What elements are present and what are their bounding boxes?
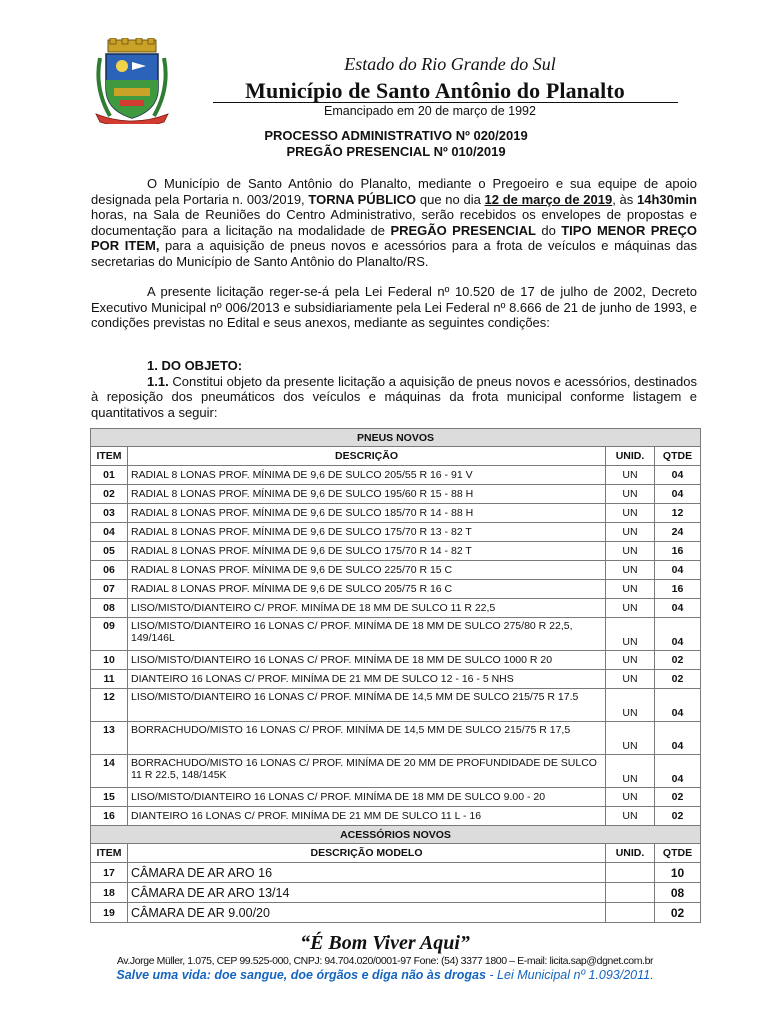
col-item-header: ITEM — [91, 447, 128, 466]
slogan-text: Salve uma vida: doe sangue, doe órgãos e diga não às drogas — [116, 968, 486, 982]
table-row — [91, 504, 701, 523]
item-unit: UN — [606, 755, 655, 788]
item-number: 19 — [91, 903, 128, 923]
item-description: BORRACHUDO/MISTO 16 LONAS C/ PROF. MINÍMA DE 20 MM DE PROFUNDIDADE DE SULCO 11 R 22.5, 148/145K — [128, 755, 606, 788]
item-description: CÂMARA DE AR 9.00/20 — [128, 903, 606, 923]
item-quantity: 02 — [655, 807, 701, 826]
item-description: CÂMARA DE AR ARO 13/14 — [128, 883, 606, 903]
intro-text-5: do — [535, 222, 562, 238]
item-unit: UN — [606, 689, 655, 722]
item-number: 16 — [91, 807, 128, 826]
item-description: RADIAL 8 LONAS PROF. MÍNIMA DE 9,6 DE SULCO 205/75 R 16 C — [128, 580, 606, 599]
intro-text-4: horas, na Sala de Reuniões do Centro Administrativo, serão recebidos os envelopes de propostas e documentação para a licitação na modalidade de — [91, 207, 697, 238]
item-number: 14 — [91, 755, 128, 788]
item-quantity: 24 — [655, 523, 701, 542]
item-quantity: 16 — [655, 542, 701, 561]
item-quantity: 02 — [655, 788, 701, 807]
item-unit: UN — [606, 788, 655, 807]
table-row — [91, 466, 701, 485]
item-description: LISO/MISTO/DIANTEIRO 16 LONAS C/ PROF. MINÍMA DE 18 MM DE SULCO 9.00 - 20 — [128, 788, 606, 807]
item-unit: UN — [606, 504, 655, 523]
table-row — [91, 788, 701, 807]
header-divider — [213, 102, 678, 103]
item-quantity: 08 — [655, 883, 701, 903]
item-unit: UN — [606, 523, 655, 542]
item-unit: UN — [606, 580, 655, 599]
intro-modality: PREGÃO PRESENCIAL — [390, 222, 536, 238]
item-unit: UN — [606, 599, 655, 618]
item-unit: UN — [606, 485, 655, 504]
table-row — [91, 561, 701, 580]
table-header-row-accessories — [91, 844, 701, 863]
footer-address: Av.Jorge Müller, 1.075, CEP 99.525-000, CNPJ: 94.704.020/0001-97 Fone: (54) 3377 1800 – E-mail: licita.sap@dgnet.com.br — [116, 955, 654, 967]
item-number: 10 — [91, 651, 128, 670]
col-qty-header: QTDE — [655, 447, 701, 466]
intro-text-2: que no dia — [416, 191, 485, 207]
table-row — [91, 689, 701, 722]
table-row — [91, 670, 701, 689]
item-quantity: 04 — [655, 561, 701, 580]
section-item-number: 1.1. — [147, 373, 169, 389]
item-quantity: 02 — [655, 903, 701, 923]
intro-date: 12 de março de 2019 — [484, 191, 613, 207]
item-unit — [606, 883, 655, 903]
section-item-text: Constitui objeto da presente licitação a aquisição de pneus novos e acessórios, destinados à reposição dos pneumáticos dos veículos e máquinas da frota municipal conforme listagem e quantitativos a seguir: — [91, 373, 697, 420]
intro-text-1: O Município de Santo Antônio do Planalto, mediante o Pregoeiro e sua equipe de apoio designada pela Portaria n. 003/2019, — [91, 176, 697, 207]
item-quantity: 02 — [655, 670, 701, 689]
intro-bold-public: TORNA PÚBLICO — [308, 191, 417, 207]
item-unit: UN — [606, 651, 655, 670]
col-unit-header: UNID. — [606, 447, 655, 466]
item-quantity: 10 — [655, 863, 701, 883]
table-row — [91, 599, 701, 618]
item-quantity: 04 — [655, 755, 701, 788]
col-item-header: ITEM — [91, 844, 128, 863]
table-row — [91, 523, 701, 542]
col-unit-header: UNID. — [606, 844, 655, 863]
slogan-law: - Lei Municipal nº 1.093/2011. — [485, 968, 654, 982]
items-table — [90, 428, 701, 923]
item-unit: UN — [606, 722, 655, 755]
item-quantity: 04 — [655, 485, 701, 504]
item-description: BORRACHUDO/MISTO 16 LONAS C/ PROF. MINÍMA DE 14,5 MM DE SULCO 215/75 R 17,5 — [128, 722, 606, 755]
table-row — [91, 863, 701, 883]
item-description: LISO/MISTO/DIANTEIRO 16 LONAS C/ PROF. MINÍMA DE 14,5 MM DE SULCO 215/75 R 17.5 — [128, 689, 606, 722]
item-number: 07 — [91, 580, 128, 599]
municipality-name: Município de Santo Antônio do Planalto — [245, 78, 625, 103]
col-qty-header: QTDE — [655, 844, 701, 863]
item-number: 03 — [91, 504, 128, 523]
item-description: LISO/MISTO/DIANTEIRO 16 LONAS C/ PROF. MINÍMA DE 18 MM DE SULCO 1000 R 20 — [128, 651, 606, 670]
item-description: RADIAL 8 LONAS PROF. MÍNIMA DE 9,6 DE SULCO 185/70 R 14 - 88 H — [128, 504, 606, 523]
item-quantity: 02 — [655, 651, 701, 670]
table-row — [91, 755, 701, 788]
item-quantity: 12 — [655, 504, 701, 523]
item-number: 01 — [91, 466, 128, 485]
item-number: 11 — [91, 670, 128, 689]
state-name: Estado do Rio Grande do Sul — [344, 54, 556, 74]
item-description: RADIAL 8 LONAS PROF. MÍNIMA DE 9,6 DE SULCO 225/70 R 15 C — [128, 561, 606, 580]
section-title: 1. DO OBJETO: — [147, 358, 243, 373]
table-header-row — [91, 447, 701, 466]
item-number: 04 — [91, 523, 128, 542]
city-motto: “É Bom Viver Aqui” — [300, 932, 470, 954]
item-quantity: 04 — [655, 722, 701, 755]
item-description: DIANTEIRO 16 LONAS C/ PROF. MINÍMA DE 21 MM DE SULCO 11 L - 16 — [128, 807, 606, 826]
intro-time: 14h30min — [637, 191, 697, 207]
table-row — [91, 722, 701, 755]
item-quantity: 04 — [655, 599, 701, 618]
item-unit: UN — [606, 807, 655, 826]
item-unit: UN — [606, 670, 655, 689]
table-row — [91, 542, 701, 561]
intro-paragraph — [91, 176, 697, 269]
item-number: 18 — [91, 883, 128, 903]
item-quantity: 16 — [655, 580, 701, 599]
item-description: LISO/MISTO/DIANTEIRO C/ PROF. MINÍMA DE 18 MM DE SULCO 11 R 22,5 — [128, 599, 606, 618]
item-number: 09 — [91, 618, 128, 651]
object-section — [91, 358, 697, 420]
intro-type: TIPO MENOR PREÇO POR ITEM, — [91, 222, 697, 253]
item-unit: UN — [606, 466, 655, 485]
group-header-accessories: ACESSÓRIOS NOVOS — [91, 826, 701, 844]
intro-text-6: para a aquisição de pneus novos e acessórios para a frota de veículos e máquinas das secretarias do Município de Santo Antônio do Planalto/RS. — [91, 238, 697, 269]
item-number: 02 — [91, 485, 128, 504]
intro-text-3: , às — [612, 191, 637, 207]
table-row — [91, 485, 701, 504]
table-row — [91, 807, 701, 826]
item-quantity: 04 — [655, 466, 701, 485]
table-row — [91, 903, 701, 923]
footer-slogan — [40, 968, 730, 982]
table-row — [91, 580, 701, 599]
group-header-tires: PNEUS NOVOS — [91, 429, 701, 447]
item-unit: UN — [606, 542, 655, 561]
col-desc-header: DESCRIÇÃO MODELO — [128, 844, 606, 863]
item-description: RADIAL 8 LONAS PROF. MÍNIMA DE 9,6 DE SULCO 175/70 R 14 - 82 T — [128, 542, 606, 561]
table-row — [91, 618, 701, 651]
item-unit: UN — [606, 561, 655, 580]
emancipation-date: Emancipado em 20 de março de 1992 — [324, 104, 536, 118]
section-item-1-1 — [91, 374, 697, 421]
item-unit — [606, 863, 655, 883]
item-description: RADIAL 8 LONAS PROF. MÍNIMA DE 9,6 DE SULCO 195/60 R 15 - 88 H — [128, 485, 606, 504]
col-desc-header: DESCRIÇÃO — [128, 447, 606, 466]
municipal-coat-of-arms-icon — [92, 38, 172, 124]
auction-number: PREGÃO PRESENCIAL Nº 010/2019 — [286, 144, 506, 159]
item-number: 05 — [91, 542, 128, 561]
item-unit: UN — [606, 618, 655, 651]
item-number: 06 — [91, 561, 128, 580]
item-number: 15 — [91, 788, 128, 807]
item-description: RADIAL 8 LONAS PROF. MÍNIMA DE 9,6 DE SULCO 175/70 R 13 - 82 T — [128, 523, 606, 542]
table-row — [91, 883, 701, 903]
item-quantity: 04 — [655, 618, 701, 651]
item-number: 17 — [91, 863, 128, 883]
item-description: CÂMARA DE AR ARO 16 — [128, 863, 606, 883]
item-number: 08 — [91, 599, 128, 618]
item-description: LISO/MISTO/DIANTEIRO 16 LONAS C/ PROF. MINÍMA DE 18 MM DE SULCO 275/80 R 22,5, 149/146L — [128, 618, 606, 651]
item-number: 13 — [91, 722, 128, 755]
table-row — [91, 651, 701, 670]
process-heading — [90, 128, 702, 160]
process-number: PROCESSO ADMINISTRATIVO Nº 020/2019 — [264, 128, 528, 143]
item-quantity: 04 — [655, 689, 701, 722]
item-description: DIANTEIRO 16 LONAS C/ PROF. MINÍMA DE 21 MM DE SULCO 12 - 16 - 5 NHS — [128, 670, 606, 689]
item-unit — [606, 903, 655, 923]
item-description: RADIAL 8 LONAS PROF. MÍNIMA DE 9,6 DE SULCO 205/55 R 16 - 91 V — [128, 466, 606, 485]
item-number: 12 — [91, 689, 128, 722]
legal-basis-paragraph: A presente licitação reger-se-á pela Lei Federal nº 10.520 de 17 de julho de 2002, Decreto Executivo Municipal nº 006/2013 e subsidiariamente pela Lei Federal nº 8.666 de 21 de junho de 1993, e condições previstas no Edital e seus anexos, mediante as seguintes condições: — [91, 284, 697, 330]
